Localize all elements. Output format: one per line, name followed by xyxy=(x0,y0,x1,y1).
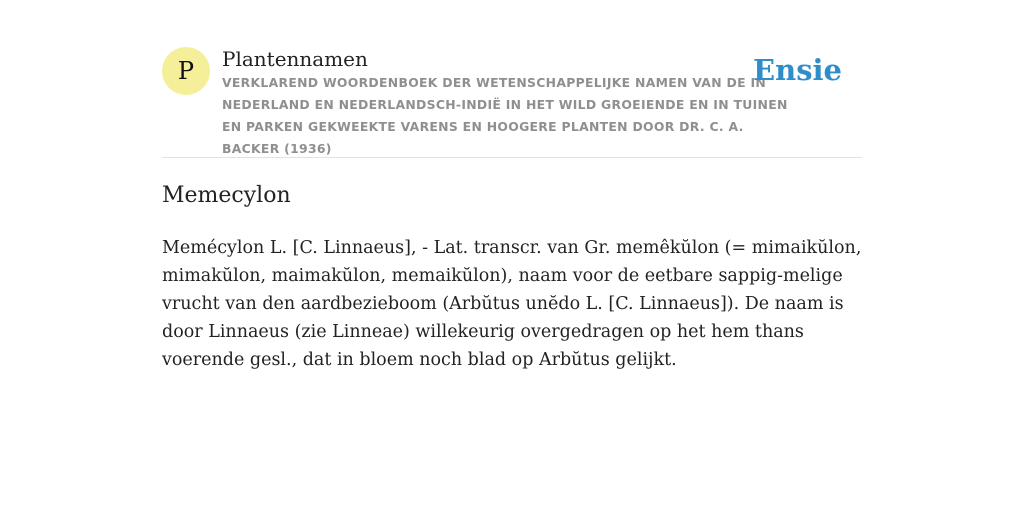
brand-logo-link[interactable]: Ensie xyxy=(753,53,842,87)
entry-title: Memecylon xyxy=(162,183,291,208)
avatar-letter: P xyxy=(177,57,195,85)
entry-definition: Memécylon L. [C. Linnaeus], - Lat. transcr. van Gr. memêkŭlon (= mimaikŭlon, mimakŭlon, maimakŭlon, memaikŭlon), naam voor de eetbare sappig-melige vrucht van den aardbezieboom (Arbŭtus unĕdo L. [C. Linnaeus]). De naam is door Linnaeus (zie Linneae) willekeurig overgedragen op het hem thans voerende gesl., dat in bloem noch blad op Arbŭtus gelijkt. xyxy=(162,238,862,370)
avatar xyxy=(162,47,210,95)
site-header xyxy=(162,44,862,158)
book-title-link[interactable]: Plantennamen xyxy=(222,47,368,71)
book-subtitle: VERKLAREND WOORDENBOEK DER WETENSCHAPPELIJKE NAMEN VAN DE IN NEDERLAND EN NEDERLANDSCH-INDIË IN HET WILD GROEIENDE EN IN TUINEN EN PARKEN GEKWEEKTE VARENS EN HOOGERE PLANTEN DOOR DR. C. A. BACKER (1936) xyxy=(222,75,788,156)
